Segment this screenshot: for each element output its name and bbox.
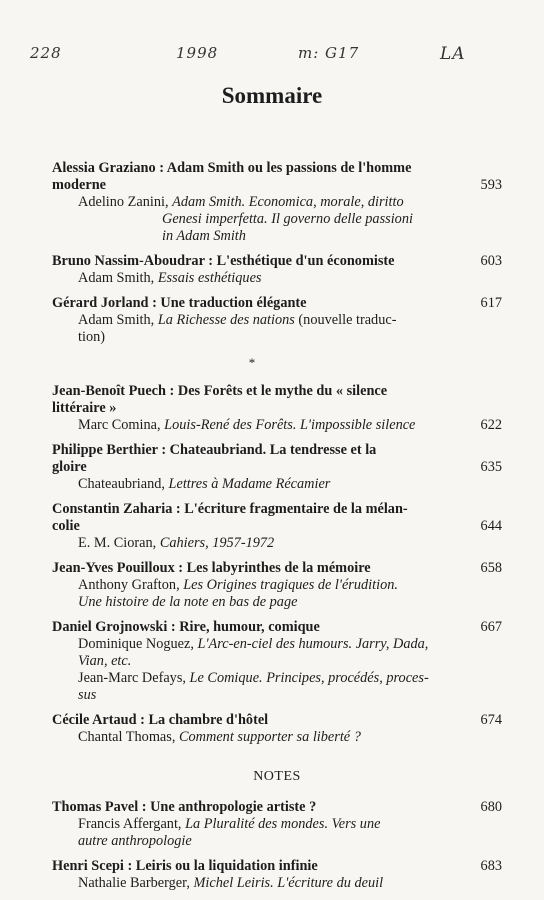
reviewed-title: Vian, etc.: [78, 653, 132, 669]
reviewed-title: sus: [78, 687, 97, 703]
reviewed-title: Lettres à Madame Récamier: [168, 476, 331, 492]
entry-heading: Thomas Pavel : Une anthropologie artiste ?: [52, 799, 317, 815]
page-number: 603: [480, 253, 502, 269]
entry-heading: Alessia Graziano : Adam Smith ou les passions de l'homme: [52, 160, 412, 176]
reviewed-author: Marc Comina,: [78, 417, 165, 433]
entry-heading: Gérard Jorland : Une traduction élégante: [52, 295, 307, 311]
entry-heading: Jean-Yves Pouilloux : Les labyrinthes de la mémoire: [52, 560, 371, 576]
reviewed-title: in Adam Smith: [162, 228, 246, 244]
page-number: 674: [480, 712, 502, 728]
reviewed-title: Essais esthétiques: [157, 270, 262, 286]
section-separator: *: [248, 355, 256, 370]
reviewed-author: Dominique Noguez,: [78, 636, 198, 652]
toc-entry: [52, 442, 502, 493]
entry-heading: Bruno Nassim-Aboudrar : L'esthétique d'un économiste: [52, 253, 395, 269]
toc-entry: [52, 383, 502, 434]
reviewed-title: L'Arc-en-ciel des humours. Jarry, Dada,: [197, 636, 429, 652]
reviewed-author: Chateaubriand,: [78, 476, 169, 492]
toc-entry: [52, 560, 502, 611]
toc-entry: [52, 160, 502, 245]
reviewed-title: Michel Leiris. L'écriture du deuil: [193, 875, 384, 891]
reviewed-title: Comment supporter sa liberté ?: [179, 729, 361, 745]
entry-heading: gloire: [52, 459, 87, 475]
toc-entry: [52, 858, 502, 892]
reviewed-note: (nouvelle traduc-: [294, 312, 397, 328]
handwritten-note-number: m: G17: [298, 44, 360, 62]
reviewed-title: Les Origines tragiques de l'érudition.: [183, 577, 398, 593]
notes-heading: NOTES: [253, 769, 301, 784]
entry-heading: colie: [52, 518, 80, 534]
reviewed-title: Louis-René des Forêts. L'impossible silence: [164, 417, 416, 433]
entry-heading: littéraire »: [52, 400, 117, 416]
page-number: 635: [480, 459, 502, 475]
reviewed-title: La Pluralité des mondes. Vers une: [185, 816, 381, 832]
toc-entry: [52, 619, 502, 704]
reviewed-author: Adam Smith,: [78, 270, 158, 286]
entry-heading: Cécile Artaud : La chambre d'hôtel: [52, 712, 269, 728]
handwritten-note-year: 1998: [176, 44, 219, 62]
reviewed-author: E. M. Cioran,: [78, 535, 160, 551]
page-number: 683: [480, 858, 502, 874]
page-number: 617: [480, 295, 502, 311]
reviewed-title: Adam Smith. Economica, morale, diritto: [172, 194, 404, 210]
reviewed-title: Cahiers, 1957-1972: [159, 535, 275, 551]
reviewed-title: autre anthropologie: [78, 833, 192, 849]
toc-entry: [52, 501, 502, 552]
page-number: 658: [480, 560, 502, 576]
handwritten-note-228: 228: [30, 44, 62, 62]
reviewed-author: Jean-Marc Defays,: [78, 670, 190, 686]
page-title: Sommaire: [221, 83, 323, 108]
page-number: 680: [480, 799, 502, 815]
reviewed-author: Francis Affergant,: [78, 816, 186, 832]
reviewed-author: Adam Smith,: [78, 312, 158, 328]
reviewed-title: Genesi imperfetta. Il governo delle passioni: [162, 211, 413, 227]
page-number: 622: [480, 417, 502, 433]
reviewed-author: Chantal Thomas,: [78, 729, 179, 745]
toc-entry: [52, 799, 502, 850]
entry-heading: Daniel Grojnowski : Rire, humour, comique: [52, 619, 320, 635]
toc-entry: [52, 253, 502, 287]
reviewed-author: Adelino Zanini,: [78, 194, 173, 210]
entry-heading: moderne: [52, 177, 106, 193]
entry-heading: Philippe Berthier : Chateaubriand. La tendresse et la: [52, 442, 377, 458]
toc-entry: [52, 295, 502, 346]
entry-heading: Jean-Benoît Puech : Des Forêts et le mythe du « silence: [52, 383, 388, 399]
entry-heading: Henri Scepi : Leiris ou la liquidation infinie: [52, 858, 318, 874]
reviewed-author: Nathalie Barberger,: [78, 875, 194, 891]
reviewed-title: Une histoire de la note en bas de page: [78, 594, 298, 610]
reviewed-author: Anthony Grafton,: [78, 577, 184, 593]
reviewed-title: La Richesse des nations: [157, 312, 295, 328]
toc-entry: [52, 712, 502, 746]
reviewed-note: tion): [78, 329, 106, 345]
handwritten-note-initials: LA: [440, 44, 466, 64]
table-of-contents: [52, 160, 502, 900]
page-number: 593: [480, 177, 502, 193]
reviewed-title: Le Comique. Principes, procédés, proces-: [189, 670, 429, 686]
page-number: 667: [480, 619, 502, 635]
entry-heading: Constantin Zaharia : L'écriture fragmentaire de la mélan-: [52, 501, 408, 517]
page-number: 644: [480, 518, 502, 534]
